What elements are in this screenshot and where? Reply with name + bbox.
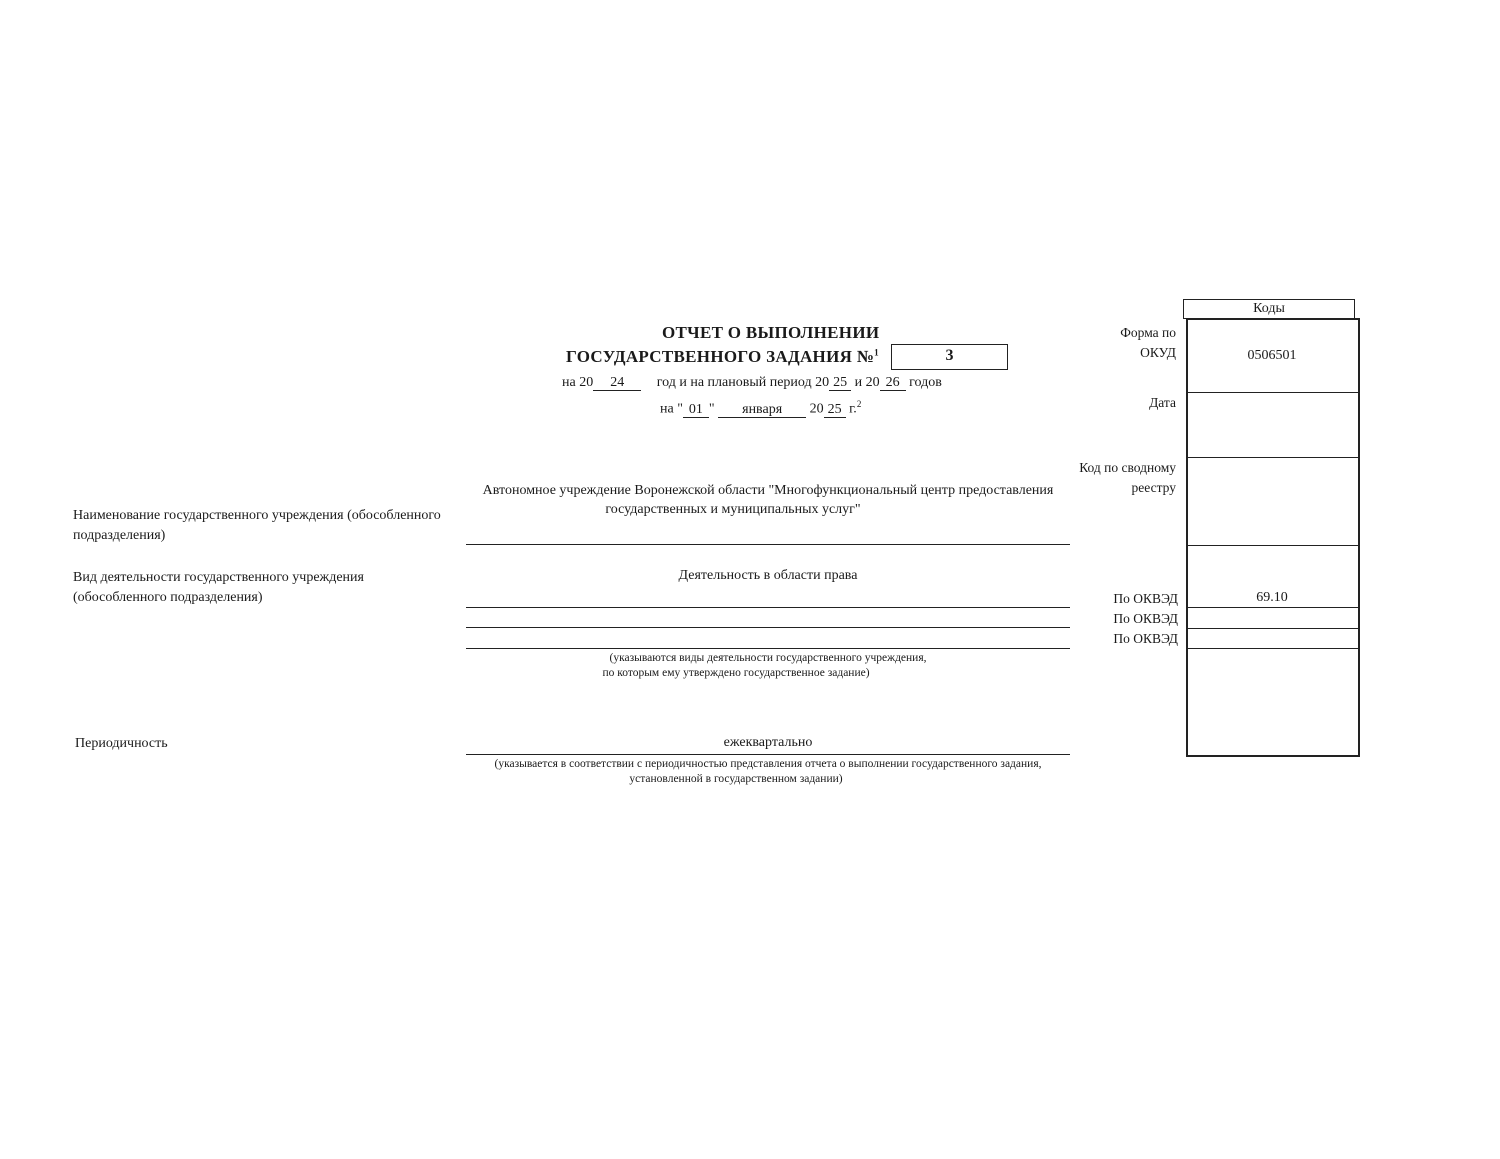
date-label: Дата [1149, 395, 1176, 410]
registry-label-2: реестру [1131, 480, 1176, 495]
codes-header: Коды [1183, 299, 1355, 319]
okved-label-1: По ОКВЭД [1113, 591, 1178, 606]
report-title-line2 [566, 347, 879, 367]
period-suffix: годов [909, 375, 942, 390]
date-day: 01 [683, 402, 709, 418]
activity-label: Вид деятельности государственного учреждения (обособленного подразделения) [73, 570, 364, 605]
institution-underline [466, 544, 1070, 545]
activity-underline-1 [466, 607, 1070, 608]
codes-divider [1186, 392, 1358, 393]
date-suffix: г. [849, 401, 857, 417]
period-and: и 20 [854, 375, 880, 390]
report-title-text: ГОСУДАРСТВЕННОГО ЗАДАНИЯ № [566, 347, 875, 366]
okud-label-1: Форма по [1120, 325, 1176, 340]
okved-label-3: По ОКВЭД [1113, 631, 1178, 646]
okud-value: 0506501 [1247, 348, 1297, 363]
okved-value-1: 69.10 [1256, 590, 1288, 605]
codes-divider [1186, 648, 1358, 649]
codes-divider [1186, 628, 1358, 629]
date-month: января [718, 402, 806, 418]
report-title-line1: ОТЧЕТ О ВЫПОЛНЕНИИ [662, 323, 880, 342]
task-number-box: 3 [891, 344, 1008, 370]
date-prefix: на " [660, 401, 683, 417]
codes-divider [1186, 545, 1358, 546]
footnote-1: 1 [874, 347, 879, 358]
period-line [562, 375, 942, 391]
periodicity-note-line2: установленной в государственном задании) [629, 773, 843, 785]
activity-note-line2: по которым ему утверждено государственное задание) [602, 667, 870, 679]
plan-year-1: 25 [829, 375, 851, 391]
period-year: 24 [593, 375, 641, 391]
period-prefix: на 20 [562, 375, 594, 390]
period-middle: год и на плановый период 20 [656, 375, 830, 390]
codes-divider [1186, 457, 1358, 458]
periodicity-note-line1: (указывается в соответствии с периодичностью представления отчета о выполнении государственного задания, [494, 758, 1042, 770]
plan-year-2: 26 [880, 375, 906, 391]
date-year-prefix: 20 [809, 401, 824, 417]
activity-underline-3 [466, 648, 1070, 649]
institution-value-line1: Автономное учреждение Воронежской области "Многофункциональный центр предоставления [482, 483, 1054, 498]
activity-value: Деятельность в области права [678, 568, 858, 583]
codes-table [1186, 318, 1360, 757]
activity-underline-2 [466, 627, 1070, 628]
okud-label-2: ОКУД [1140, 345, 1176, 360]
registry-label-1: Код по сводному [1079, 460, 1176, 475]
periodicity-label: Периодичность [75, 736, 168, 751]
date-quote: " [708, 401, 715, 417]
institution-label: Наименование государственного учреждения (обособленного подразделения) [73, 508, 441, 543]
okved-label-2: По ОКВЭД [1113, 611, 1178, 626]
activity-note-line1: (указываются виды деятельности государственного учреждения, [609, 652, 927, 664]
periodicity-underline [466, 754, 1070, 755]
institution-value-line2: государственных и муниципальных услуг" [605, 502, 861, 517]
footnote-2: 2 [856, 399, 862, 409]
date-year: 25 [824, 402, 846, 418]
periodicity-value: ежеквартально [723, 735, 813, 750]
codes-divider [1186, 607, 1358, 608]
date-line [660, 399, 861, 418]
